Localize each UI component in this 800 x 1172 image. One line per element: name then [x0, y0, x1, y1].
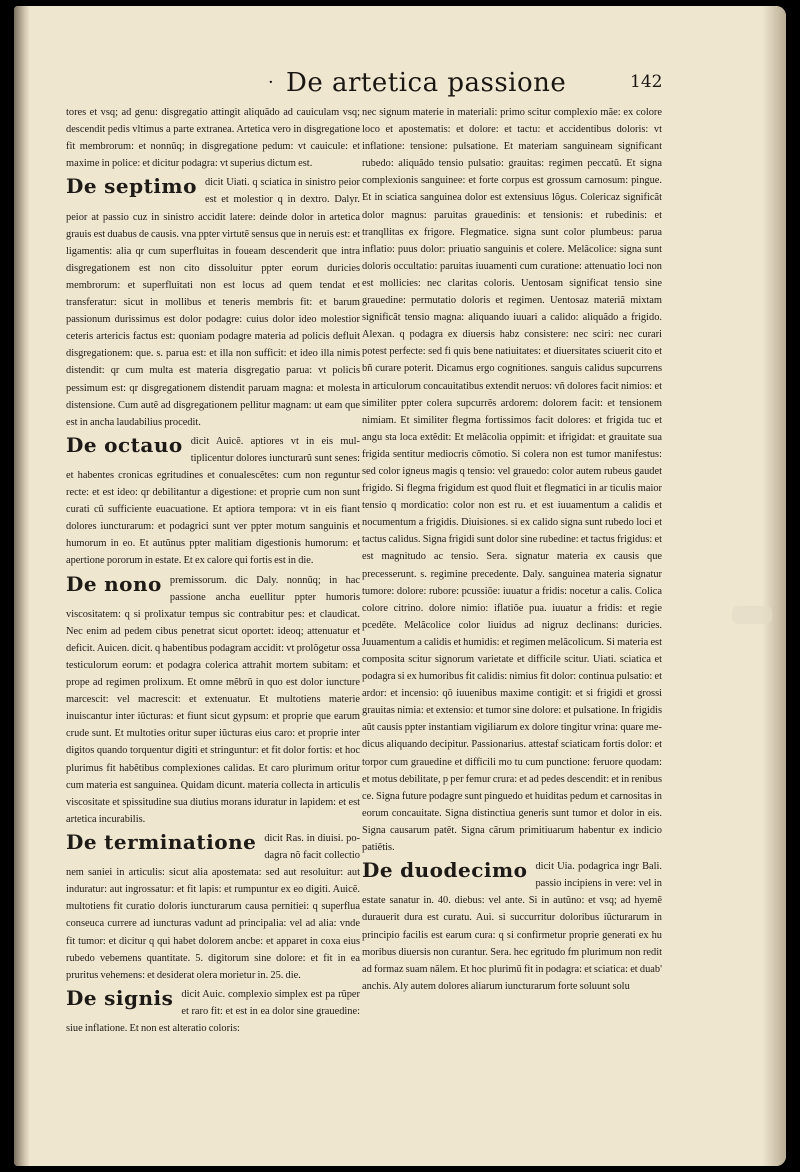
left-column-intro: tores et vsq; ad genu: disgregatio attingit aliquãdo ad cauiculam vsq; descendit pedis vltimus a parte extranea. Artetica vero in disgregatione fit membrorum: et nonnũq; in disgregatione pedum: vt cauicule: et maxime in police: et dicitur podagra: vt superius dictum est. — [66, 107, 360, 170]
paper-stain — [732, 606, 772, 624]
section-septimo — [66, 174, 360, 430]
section-duodecimo — [362, 858, 662, 995]
running-head-mark: · — [268, 72, 274, 93]
right-column-intro: nec signum materie in materiali: primo scitur complexio mãe: ex colore loco et apostematis: et dolore: et tactu: et accidentibus doloris: vt inflatione: tensione: pulsatione. Et materiam sanguineam significant rubedo: aliquãdo tensio pulsatio: grauitas: regimen peccatũ. Et signa complexionis sanguinee: et forte corpus est grossum carnosum: pingue. Et in sciatica sanguinea dolor est extensiuus lõgus. Colericaz significãt dolor magnus: paruitas grauedinis: et tensionis: et rubedinis: et tranqllitas ex frigore. Flegmatice. signa sunt color plumbeus: parua inflatio: puus dolor: priuatio sanguinis et colere. Melãcolice: signa sunt doloris occultatio: paruitas iuuamenti cum curatione: attenuatio loci non est mollicies: nec claritas coloris. Uentosam significat tensio sine grauedine: permutatio doloris et regimen. Uentosaz materiã mixtam significãt tensio magna: aliquando iuuari a calido: aliquãdo a frigido. Alexan. q podagra ex diuersis habz consistere: nec sciri: nec curari potest perfecte: sed fi quis bene natiuitates: et diuersitates sciuerit cito et bñ curare poterit. Dicamus ergo cognitiones. sanguis calidus supcurrens in articulorum concauitatibus extendit neruos: vñ dolores facit nimios: et similiter ppter colera supcurrẽs ardorem: dolorem facit: et tensionem nimiam. Et similiter flegma fortissimos facit dolores: et frigida tuc et angu sta loca extẽdit: Et melãcolia oppimit: et ifrigidat: et grauitate sua frigida sentitur mediocris cõmotio. Si colera non est tumor manifestus: sed color igneus magis q tensio: vel grauedo: color autem rubeus gaudet frigido. Si flegma frigidum est quod fluit et flegmatici in ar ticulis maior tensio q mordicatio: color non est ru. et est iuuamentum a calidis et nocumentum a frigidis. Diuisiones. si ex calido signa sunt rubedo loci et tactus calidus. Signa frigidi sunt dolor sine rubedine: et tactus frigidus: et est magnitudo ac tensio. Sera. signatur materia ex causis que precesserunt. s. regimine precedente. Daly. sanguinea materia signatur tumore: dolore: rubore: pcussiõe: iuuatur a fridis: nocetur a calis. Colica colore citrino. dolore nimio: iflatiõe pua. iuuatur a fridis: et regie pcedẽte. Melãcolice color liuidus ad nigruz declinans: duricies. Juuamentum a calidis et humidis: et regimen melãcolicum. Si materia est composita scitur signorum varietate et difficile scitur. Uiati. sciatica et podagra si ex humoribus fit calidis: nimius fit dolor: continua pulsatio: et ardor: et incensio: qõ iuuenibus maxime contigit: et si frigidi et grossi grauitas nimia: et extensio: et tumor sine dolore: et pulsatione. In frigidis aũt causis ppter instantiam vigiliarum ex dolore tingitur vrina: quare medicus aliquando decipitur. Passionarius. attestaf sciaticam fortis dolor: et torpor cum grauedine et difficili mo tu cum punctione: feruore quodam: et motus debilitate, p per femur crura: et ad pedes descendit: et in renibus ce. Signa future podagre sunt pinguedo et huiditas pedum et carnositas in eorum concauitate. Signa distinctiua generis sunt tumor et dolor in eis. Signa causarum patẽt. Signa cãrum primitiuarum habentur ex indicio patiẽtis. — [362, 107, 662, 854]
section-text: dicit Ras. in diuisi. podagra nõ facit collectio nem saniei in articulis: sicut alia apostemata: sed aut resoluitur: aut induratur: aut ingrossatur: et fit lapis: et rumpuntur ex eo digiti. Auicẽ. multotiens fit curatio doloris iuncturarum causa pernitiei: q superflua conseuca currere ad iuncturas vadunt ad principalia: vel ad alia: vnde fit tumor: et dicitur q qui habet dolorem ancbe: et apparet in coxa eius rubedo vebemens quantitate. 5. digitorum sine dolore: et fit in ea pruritus vehemens: et desiderat olera morietur in. 25. die. — [66, 832, 360, 981]
section-terminatione — [66, 830, 360, 984]
folio-number: 142 — [630, 72, 663, 92]
left-text-column — [66, 104, 360, 1037]
section-octauo — [66, 433, 360, 570]
section-signis — [66, 986, 360, 1037]
section-heading: De terminatione — [66, 829, 257, 854]
section-text: dicit Auic. complexio simplex est pa rũper et raro fit: et est in ea dolor sine grauedine: siue inflatione. Et non est alteratio coloris: — [66, 988, 360, 1034]
section-nono — [66, 572, 360, 828]
section-heading: De octauo — [66, 432, 183, 457]
section-text: dicit Uia. podagrica ingr Bali. passio incipiens in vere: vel in estate sanatur in. 40. diebus: vel ante. Si in autũno: et vsq; ad hyemẽ durauerit dura est curatu. Aui. si succurritur doloribus iũcturarum in principio facilis est earum cura: q si confirmetur proprie generati ex hu moribus diuersis non curantur. Sera. hec egritudo fm plurimum non redit ad formaz suam nãlem. Et hoc plurimũ fit in podagra: et sciatica: et duab' anchis. Aly autem dolores aliarum iuncturarum forte soluunt solu — [362, 861, 662, 992]
right-text-column — [362, 104, 662, 995]
section-heading: De duodecimo — [362, 858, 528, 883]
section-heading: De nono — [66, 571, 162, 596]
section-text: dicit Uiati. q sciatica in sinistro peior est et molestior q in dextro. Dalyr. peior at passio cuz in sinistro accidit latere: deinde dolor in artetica grauis est duabus de causis. vna ppter virtutẽ sensus que in neruis est: et ligamentis: alia qr cum superfluitas in foueam descenderit que intra disgregationem est non cito dissoluitur ppter eorum duricies membrorum: et superfluitati non est locus ad quem tendat et transferatur: sicut in mollibus et teneris membris fit: et barum passionum durissimus est dolor podagre: cuius dolor ideo molestior ceteris artericis factus est: quoniam podagre materia ad policis defluit disgregationem: que. s. parua est: et illa non sufficit: et ideo illa nimis distendit: qr cum multa est materia disgregatio parua: vt policis pessimum est: qr disgregationem distendit paruam magna: et molesta distensione. Cum autẽ ad disgregationem pellitur magnam: ut eam que est in ancha laudabilius procedit. — [66, 177, 360, 428]
running-head-title: De artetica passione — [286, 68, 567, 98]
binding-gutter — [14, 6, 30, 1166]
section-text: premissorum. dic Daly. nonnũq; in hac passione ancha euellitur ppter humoris viscositatem: q si prolixatur tempus sic contrabitur pes: et claudicat. Nec enim ad pedem cibus penetrat sicut oportet: ideoq; attenuatur et deficit. Auicen. dicit. q habentibus podagram accidit: vt prolõgetur ossa testiculorum eorum: et podagra colerica attrahit mortem subitam: et prope ad regimen prolixum. Et omne mẽbrũ in quo est dolor iuncture marcescit: vel macrescit: et extenuatur. Et multotiens materie inuiscantur inter iũcturas: et fiunt sicut gypsum: et proprie que earum crude sunt. Et multoties oritur super iũcturas eius caro: et proprie inter digitos quando torquentur digiti et stringuntur: et fit dolor fortis: et hoc plurimus fit habẽtibus complexiones calidas. Et caro plurimum oritur cum materia est sanguinea. Quidam dicunt. materia collecta in articulis viscositate et spissitudine sua diutius morans iduratur in lapidem: et est artetica incurabilis. — [66, 574, 360, 825]
section-heading: De signis — [66, 985, 174, 1010]
page-edge-shade — [762, 6, 786, 1166]
running-head — [268, 66, 628, 102]
section-heading: De septimo — [66, 174, 197, 199]
section-text: dicit Auicẽ. aptiores vt in eis multiplicentur dolores iuncturarũ sunt senes: et habentes cronicas egritudines et conualescẽtes: cum non reguntur recte: et est ideo: qr debilitantur a digestione: et proprie cum non sunt curati cũ sufficiente euacuatione. Et aptiora tempora: vt in eis fiant dolores iuncturarum: et podagrici sunt ver ppter motum sanguinis et humorum in eo. Et autũnus ppter malitiam digestionis humorum: et apertione pororum in estate. Et ex calore qui fortis est in die. — [66, 435, 360, 567]
